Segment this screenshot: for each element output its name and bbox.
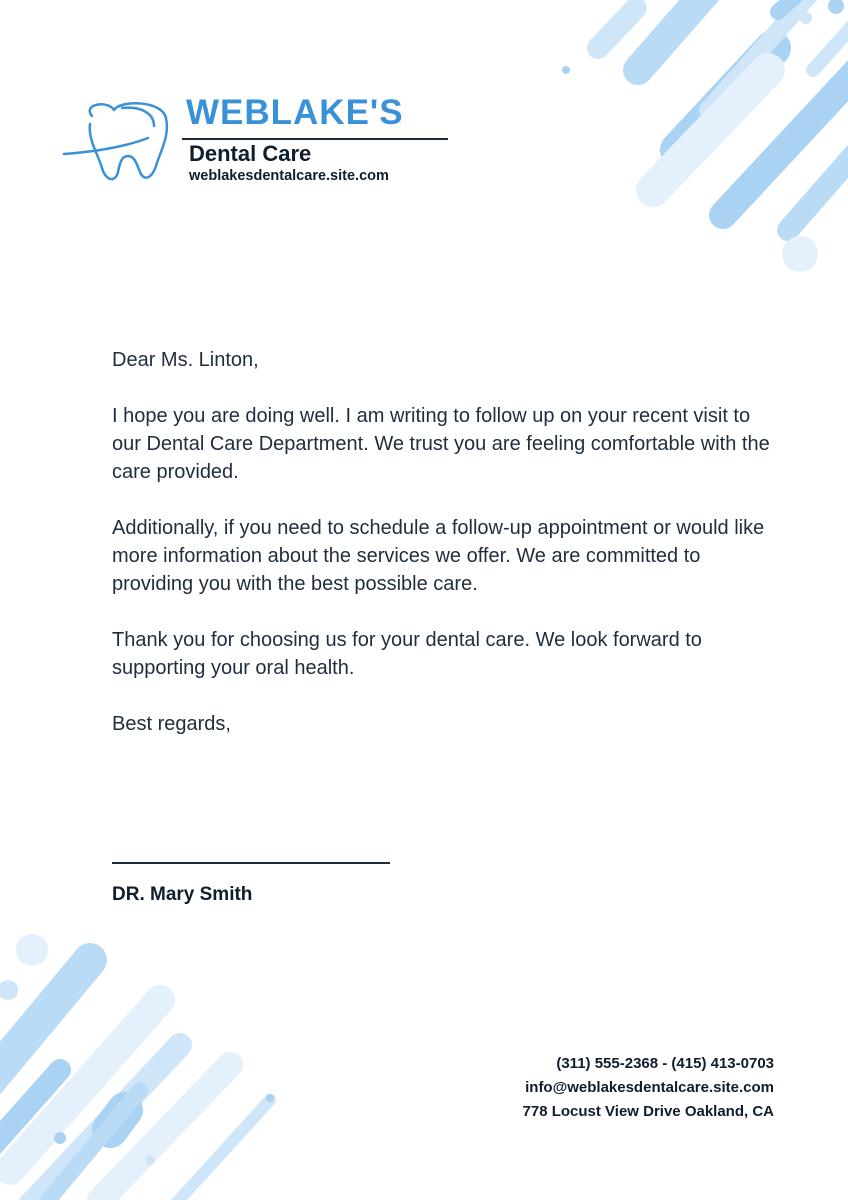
decorative-shapes-bottom <box>0 930 300 1200</box>
paragraph-3: Thank you for choosing us for your dental care. We look forward to supporting your oral health. <box>112 629 702 679</box>
tooth-icon <box>62 100 174 184</box>
signature-line <box>112 862 390 864</box>
paragraph-2: Additionally, if you need to schedule a follow-up appointment or would like more information about the services we offer. We are committed to providing you with the best possible care. <box>112 517 765 595</box>
brand-website: weblakesdentalcare.site.com <box>189 168 389 184</box>
closing: Best regards, <box>112 713 231 735</box>
salutation: Dear Ms. Linton, <box>112 349 259 371</box>
contact-address: 778 Locust View Drive Oakland, CA <box>522 1103 774 1120</box>
contact-phones: (311) 555-2368 - (415) 413-0703 <box>556 1055 774 1072</box>
contact-email: info@weblakesdentalcare.site.com <box>525 1079 774 1096</box>
decorative-shapes-top <box>558 0 848 290</box>
brand-divider <box>182 138 448 140</box>
contact-block <box>523 1052 774 1124</box>
brand-subtitle: Dental Care <box>189 141 312 166</box>
brand-name: WEBLAKE'S <box>186 93 404 132</box>
signer-name: DR. Mary Smith <box>112 884 253 905</box>
letter-body <box>112 346 772 766</box>
paragraph-1: I hope you are doing well. I am writing to follow up on your recent visit to our Dental Care Department. We trust you are feeling comfortable with the care provided. <box>112 405 770 483</box>
